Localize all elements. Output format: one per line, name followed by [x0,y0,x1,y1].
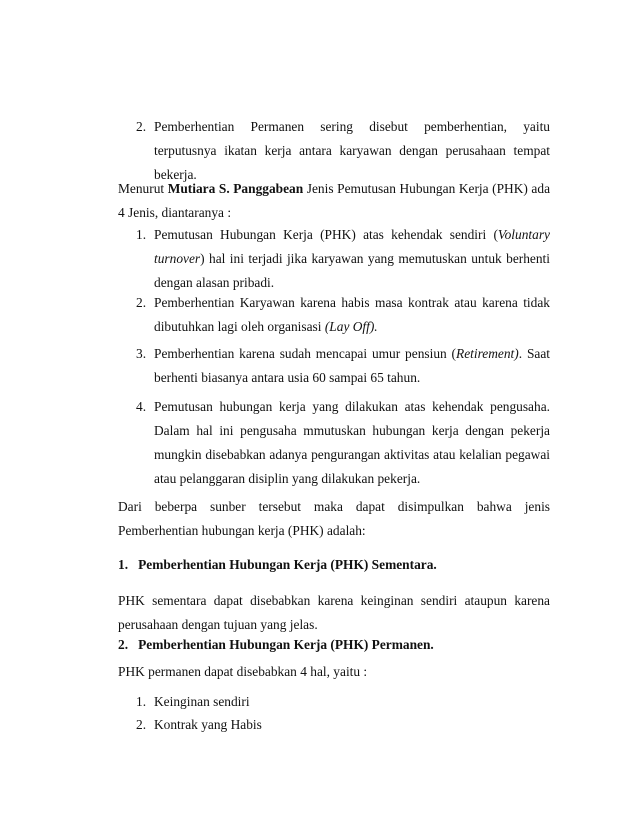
list-item-line: Pemberhentian Permanen sering disebut pemberhentian, yaitu terputusnya [154,119,550,158]
section-heading-sementara: 1. Pemberhentian Hubungan Kerja (PHK) Sementara. [118,557,437,572]
list-number: 2. [136,717,147,732]
intro-text: Jenis Pemutusan Hubungan Kerja (PHK) ada 4 Jenis, diantaranya : [118,181,551,220]
list-item-text [154,291,550,339]
item-italic: Retirement) [456,346,519,361]
item-text: Pemutusan Hubungan Kerja (PHK) atas kehendak sendiri ( [154,227,498,242]
intro-paragraph [118,177,550,225]
list-number: 1. [136,694,147,709]
author-name: Mutiara S. Panggabean [167,181,304,196]
item-text: ) hal ini terjadi jika karyawan yang memutuskan untuk berhenti dengan alasan pribadi. [154,251,550,290]
list-number: 2. [136,119,147,134]
list-number: 2. [136,295,147,310]
list-item-text [154,342,550,390]
list-item-label: Keinginan sendiri [154,694,250,709]
item-text: Pemberhentian karena sudah mencapai umur pensiun ( [154,346,457,361]
intro-text: Menurut [118,181,168,196]
section-text-permanen: PHK permanen dapat disebabkan 4 hal, yaitu : [118,664,368,679]
section-heading-permanen: 2. Pemberhentian Hubungan Kerja (PHK) Permanen. [118,637,434,652]
list-item-text [154,223,550,295]
list-item-text [154,395,550,491]
section-text-sementara: PHK sementara dapat disebabkan karena keinginan sendiri ataupun karena perusahaan dengan tujuan yang jelas. [118,593,550,632]
list-number: 4. [136,399,147,414]
list-number: 3. [136,346,147,361]
item-italic: (Lay Off). [324,319,378,334]
list-number: 1. [136,227,147,242]
item-text: Pemberhentian Karyawan karena habis masa kontrak atau karena tidak dibutuhkan lagi oleh organisasi [154,295,550,334]
item-text: Pemutusan hubungan kerja yang dilakukan atas kehendak pengusaha. Dalam hal ini pengusaha mmutuskan hubungan kerja dengan pekerja mungkin disebabkan adanya pengurangan aktivitas atau kelalian pegawai atau pelanggaran disiplin yang dilakukan pekerja. [154,399,550,486]
list-item-label: Kontrak yang Habis [154,717,262,732]
item-italic: Voluntary turnover [154,227,550,266]
list-item-line: ikatan kerja antara karyawan dengan perusahaan tempat bekerja. [154,143,550,182]
item-text: . Saat berhenti biasanya antara usia 60 sampai 65 tahun. [154,346,551,385]
conclusion-paragraph: Dari beberpa sunber tersebut maka dapat disimpulkan bahwa jenis Pemberhentian hubungan kerja (PHK) adalah: [118,499,550,538]
